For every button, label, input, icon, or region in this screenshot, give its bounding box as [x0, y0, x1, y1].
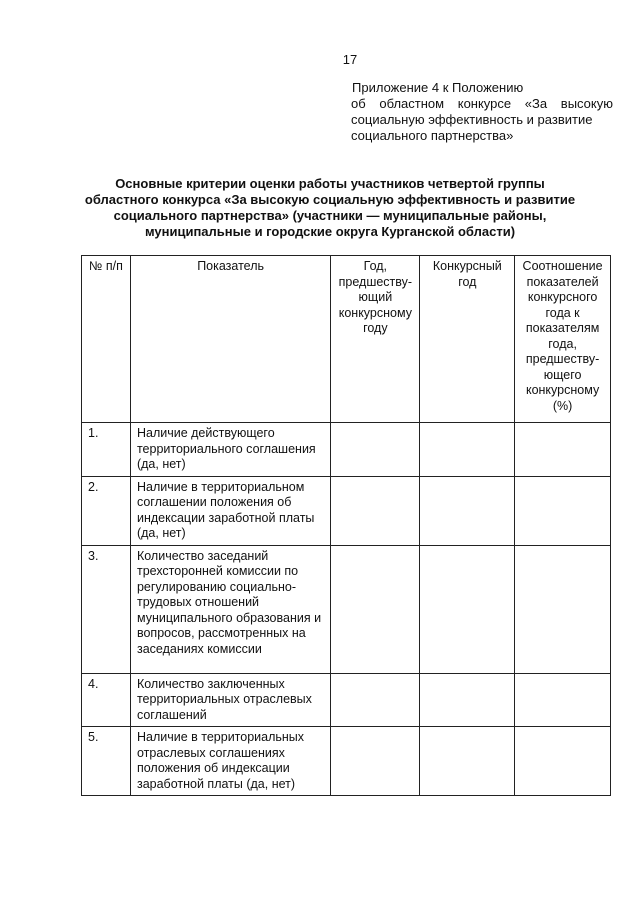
- appendix-line: социального партнерства»: [351, 128, 514, 143]
- row-indicator: Наличие в территориальном соглашении положения об индексации заработной платы (да, нет): [130, 476, 330, 545]
- row-indicator: Наличие действующего территориального соглашения (да, нет): [130, 423, 330, 477]
- row-num: 3.: [82, 545, 131, 673]
- row-num: 2.: [82, 476, 131, 545]
- appendix-line: Приложение 4 к Положению: [352, 80, 524, 95]
- row-ratio: [515, 727, 611, 796]
- header-ratio: Соотношение показателей конкурсного года к показателям года, предшеству-ющего конкурсному (%): [515, 256, 611, 423]
- row-indicator: Количество заседаний трехсторонней комиссии по регулированию социально-трудовых отношений муниципального образования и вопросов, рассмотренных на заседаниях комиссии: [130, 545, 330, 673]
- table-header-row: [82, 256, 611, 423]
- document-title: [70, 176, 590, 240]
- row-prev-year: [331, 673, 420, 727]
- row-prev-year: [331, 545, 420, 673]
- row-indicator: Количество заключенных территориальных отраслевых соглашений: [130, 673, 330, 727]
- header-competition-year: Конкурсный год: [420, 256, 515, 423]
- header-num: № п/п: [82, 256, 131, 423]
- title-line: областного конкурса «За высокую социальную эффективность и развитие: [84, 192, 576, 207]
- header-prev-year: Год, предшеству-ющий конкурсному году: [331, 256, 420, 423]
- row-ratio: [515, 673, 611, 727]
- row-ratio: [515, 476, 611, 545]
- row-competition-year: [420, 545, 515, 673]
- table-row: [82, 727, 611, 796]
- page-number: 17: [342, 52, 358, 67]
- row-prev-year: [331, 423, 420, 477]
- table-row: [82, 545, 611, 673]
- criteria-table: [81, 255, 611, 796]
- title-line: социального партнерства» (участники — муниципальные районы,: [113, 208, 547, 223]
- row-num: 5.: [82, 727, 131, 796]
- row-num: 1.: [82, 423, 131, 477]
- row-competition-year: [420, 727, 515, 796]
- table-row: [82, 476, 611, 545]
- title-line: Основные критерии оценки работы участников четвертой группы: [115, 176, 545, 191]
- row-competition-year: [420, 476, 515, 545]
- table-row: [82, 673, 611, 727]
- appendix-header: [351, 80, 613, 144]
- row-num: 4.: [82, 673, 131, 727]
- appendix-line: об областном конкурсе «За высокую: [351, 96, 613, 111]
- appendix-line: социальную эффективность и развитие: [351, 112, 593, 127]
- row-ratio: [515, 545, 611, 673]
- header-indicator: Показатель: [130, 256, 330, 423]
- row-competition-year: [420, 423, 515, 477]
- row-prev-year: [331, 476, 420, 545]
- row-competition-year: [420, 673, 515, 727]
- row-prev-year: [331, 727, 420, 796]
- table-row: [82, 423, 611, 477]
- row-indicator: Наличие в территориальных отраслевых соглашениях положения об индексации заработной платы (да, нет): [130, 727, 330, 796]
- title-line: муниципальные и городские округа Курганской области): [144, 224, 516, 239]
- row-ratio: [515, 423, 611, 477]
